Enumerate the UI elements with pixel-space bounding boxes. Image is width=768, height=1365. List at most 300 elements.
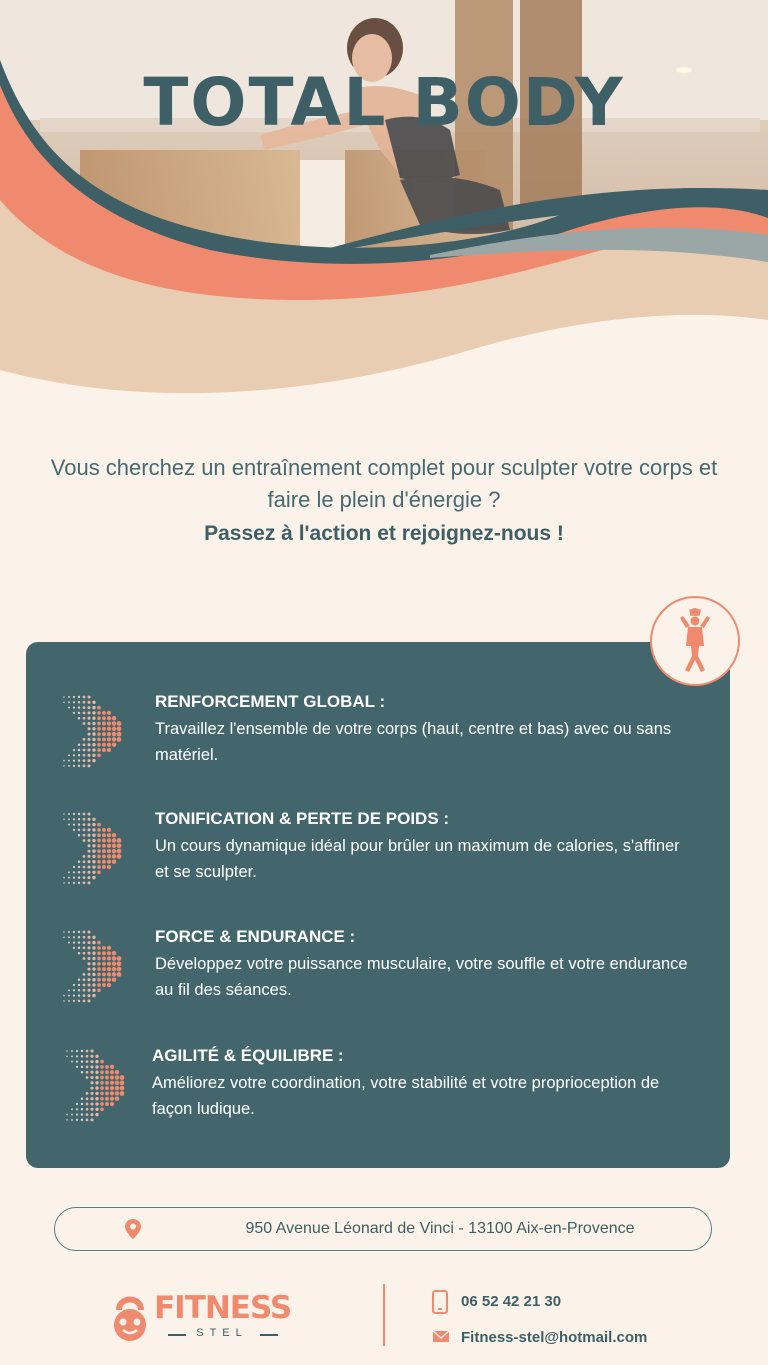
chevron-dot bbox=[97, 727, 101, 731]
chevron-dot bbox=[95, 1086, 98, 1089]
chevron-dot bbox=[63, 1000, 65, 1002]
chevron-dot bbox=[102, 957, 106, 961]
chevron-dot bbox=[63, 765, 65, 767]
chevron-dot bbox=[78, 823, 80, 825]
chevron-dot bbox=[78, 834, 80, 836]
chevron-dot bbox=[87, 828, 90, 831]
chevron-dot bbox=[87, 968, 90, 971]
chevron-dot bbox=[71, 1119, 73, 1121]
brand-logo bbox=[110, 1290, 290, 1346]
chevron-dot bbox=[78, 743, 80, 745]
chevron-dot bbox=[112, 859, 117, 864]
chevron-dot bbox=[78, 984, 80, 986]
chevron-dot bbox=[90, 1071, 93, 1074]
chevron-dot bbox=[105, 1065, 109, 1069]
chevron-dot bbox=[87, 983, 90, 986]
chevron-dot bbox=[87, 881, 90, 884]
chevron-dot bbox=[110, 1075, 114, 1079]
chevron-dot bbox=[83, 743, 86, 746]
chevron-dot bbox=[107, 716, 111, 720]
chevron-dot bbox=[73, 707, 75, 709]
chevron-dot bbox=[68, 707, 70, 709]
envelope-icon bbox=[432, 1329, 450, 1345]
chevron-dot bbox=[112, 962, 117, 967]
chevron-dot bbox=[87, 973, 90, 976]
chevron-dot bbox=[95, 1097, 98, 1100]
chevron-dot bbox=[92, 754, 95, 757]
chevron-dot bbox=[102, 946, 106, 950]
chevron-dot bbox=[76, 1119, 78, 1121]
chevron-dot bbox=[95, 1065, 98, 1068]
chevron-dot bbox=[117, 967, 122, 972]
chevron-dot bbox=[92, 989, 95, 992]
feature-title: RENFORCEMENT GLOBAL : bbox=[155, 692, 386, 711]
feature-description: Améliorez votre coordination, votre stabilité et votre proprioception de façon ludique. bbox=[152, 1074, 660, 1118]
chevron-dot bbox=[92, 967, 95, 970]
chevron-dot bbox=[87, 818, 90, 821]
chevron-dot bbox=[115, 1075, 120, 1080]
chevron-dot bbox=[87, 946, 90, 949]
chevron-dot bbox=[102, 839, 106, 843]
chevron-dot bbox=[107, 983, 111, 987]
chevron-dot bbox=[66, 1050, 68, 1052]
chevron-dot bbox=[90, 1055, 93, 1058]
chevron-dot bbox=[71, 1061, 73, 1063]
chevron-dot bbox=[97, 951, 101, 955]
chevron-dot bbox=[73, 989, 75, 991]
chevron-dot bbox=[115, 1096, 120, 1101]
chevron-dot bbox=[100, 1070, 104, 1074]
chevron-dot bbox=[92, 706, 95, 709]
feature-title: AGILITÉ & ÉQUILIBRE : bbox=[152, 1046, 344, 1065]
chevron-dot bbox=[76, 1114, 78, 1116]
intro-text: Vous cherchez un entraînement complet pour sculpter votre corps et faire le plein d'énergie ? bbox=[50, 455, 718, 512]
chevron-dot bbox=[95, 1071, 98, 1074]
chevron-dot bbox=[92, 855, 95, 858]
chevron-dot bbox=[87, 759, 90, 762]
chevron-dot bbox=[87, 952, 90, 955]
chevron-dot bbox=[87, 834, 90, 837]
chevron-dot bbox=[83, 706, 86, 709]
chevron-dot bbox=[97, 946, 101, 950]
chevron-dot bbox=[102, 711, 106, 715]
feature-item bbox=[26, 809, 730, 899]
chevron-dot bbox=[83, 818, 86, 821]
chevron-dot bbox=[102, 972, 106, 976]
chevron-dot bbox=[76, 1050, 78, 1052]
chevron-dot bbox=[86, 1066, 89, 1069]
chevron-dot bbox=[92, 849, 95, 852]
chevron-dot bbox=[78, 706, 80, 708]
chevron-dot bbox=[68, 765, 70, 767]
chevron-dot bbox=[90, 1087, 93, 1090]
chevron-dot bbox=[71, 1055, 73, 1057]
chevron-dot bbox=[107, 748, 111, 752]
chevron-dot bbox=[95, 1113, 98, 1116]
chevron-dot bbox=[90, 1097, 93, 1100]
chevron-dot bbox=[107, 732, 111, 736]
chevron-dot bbox=[117, 838, 122, 843]
chevron-dot bbox=[87, 941, 90, 944]
chevron-dot bbox=[90, 1076, 93, 1079]
chevron-dot bbox=[87, 978, 90, 981]
chevron-dot bbox=[92, 823, 95, 826]
chevron-dot bbox=[83, 829, 86, 832]
chevron-dot bbox=[110, 1081, 114, 1085]
chevron-dot bbox=[92, 936, 95, 939]
kettlebell-badge bbox=[650, 596, 740, 686]
chevron-dot bbox=[73, 813, 75, 815]
chevron-dot bbox=[87, 711, 90, 714]
chevron-dot bbox=[112, 727, 117, 732]
kettlebell-athlete-icon bbox=[652, 598, 738, 684]
chevron-dot bbox=[110, 1097, 114, 1101]
chevron-dot bbox=[83, 717, 86, 720]
chevron-dot bbox=[73, 765, 75, 767]
hero-banner bbox=[0, 0, 768, 420]
chevron-dot bbox=[81, 1108, 83, 1110]
chevron-dot bbox=[92, 818, 95, 821]
chevron-dot bbox=[97, 941, 101, 945]
chevron-dot bbox=[87, 754, 90, 757]
chevron-dot bbox=[73, 995, 75, 997]
chevron-dot bbox=[87, 733, 90, 736]
chevron-dot bbox=[83, 871, 86, 874]
chevron-dot bbox=[78, 717, 80, 719]
chevron-dot bbox=[92, 717, 95, 720]
chevron-dot bbox=[81, 1050, 83, 1052]
chevron-dot bbox=[71, 1050, 73, 1052]
chevron-dot bbox=[83, 855, 86, 858]
chevron-dot bbox=[92, 738, 95, 741]
chevron-dot bbox=[97, 823, 101, 827]
chevron-dot bbox=[97, 716, 101, 720]
chevron-dot bbox=[112, 977, 117, 982]
feature-description: Travaillez l'ensemble de votre corps (haut, centre et bas) avec ou sans matériel. bbox=[155, 720, 672, 764]
chevron-dot bbox=[97, 855, 101, 859]
chevron-dot bbox=[73, 936, 75, 938]
chevron-dot bbox=[117, 726, 122, 731]
chevron-dot bbox=[105, 1091, 109, 1095]
chevron-dot bbox=[87, 717, 90, 720]
dotted-chevron-icon bbox=[60, 929, 124, 1005]
chevron-dot bbox=[78, 818, 80, 820]
chevron-dot bbox=[105, 1086, 109, 1090]
chevron-dot bbox=[95, 1102, 98, 1105]
chevron-dot bbox=[117, 843, 122, 848]
chevron-dot bbox=[83, 989, 86, 992]
chevron-dot bbox=[87, 764, 90, 767]
chevron-dot bbox=[78, 876, 80, 878]
brand-subtitle: STEL bbox=[196, 1327, 248, 1339]
chevron-dot bbox=[112, 732, 117, 737]
chevron-dot bbox=[107, 727, 111, 731]
chevron-dot bbox=[63, 937, 65, 939]
chevron-dot bbox=[110, 1091, 114, 1095]
chevron-dot bbox=[105, 1076, 109, 1080]
chevron-dot bbox=[100, 1092, 104, 1096]
chevron-dot bbox=[117, 972, 122, 977]
chevron-dot bbox=[92, 828, 95, 831]
chevron-dot bbox=[63, 931, 65, 933]
chevron-dot bbox=[87, 994, 90, 997]
chevron-dot bbox=[102, 828, 106, 832]
chevron-dot bbox=[83, 947, 86, 950]
chevron-dot bbox=[107, 844, 111, 848]
chevron-dot bbox=[68, 818, 70, 820]
chevron-dot bbox=[73, 871, 75, 873]
chevron-dot bbox=[71, 1108, 73, 1110]
chevron-dot bbox=[68, 824, 70, 826]
chevron-dot bbox=[112, 737, 117, 742]
chevron-dot bbox=[73, 931, 75, 933]
chevron-dot bbox=[83, 839, 86, 842]
chevron-dot bbox=[76, 1055, 78, 1057]
chevron-dot bbox=[110, 1065, 114, 1069]
chevron-dot bbox=[83, 749, 86, 752]
chevron-dot bbox=[86, 1097, 89, 1100]
chevron-dot bbox=[73, 818, 75, 820]
chevron-dot bbox=[68, 931, 70, 933]
chevron-dot bbox=[73, 824, 75, 826]
chevron-dot bbox=[86, 1060, 89, 1063]
chevron-dot bbox=[83, 994, 86, 997]
chevron-dot bbox=[63, 760, 65, 762]
chevron-dot bbox=[83, 952, 86, 955]
chevron-dot bbox=[87, 865, 90, 868]
chevron-dot bbox=[97, 711, 101, 715]
chevron-dot bbox=[92, 722, 95, 725]
chevron-dot bbox=[92, 860, 95, 863]
chevron-dot bbox=[68, 1000, 70, 1002]
chevron-dot bbox=[87, 695, 90, 698]
chevron-dot bbox=[115, 1091, 120, 1096]
chevron-dot bbox=[63, 696, 65, 698]
chevron-dot bbox=[87, 962, 90, 965]
chevron-dot bbox=[107, 743, 111, 747]
chevron-dot bbox=[87, 839, 90, 842]
chevron-dot bbox=[105, 1097, 109, 1101]
chevron-dot bbox=[100, 1102, 104, 1106]
chevron-dot bbox=[102, 833, 106, 837]
chevron-dot bbox=[112, 742, 117, 747]
chevron-dot bbox=[81, 1113, 83, 1115]
chevron-dot bbox=[110, 1102, 114, 1106]
chevron-dot bbox=[107, 838, 111, 842]
chevron-dot bbox=[83, 738, 86, 741]
chevron-dot bbox=[102, 849, 106, 853]
chevron-dot bbox=[102, 983, 106, 987]
chevron-dot bbox=[105, 1070, 109, 1074]
chevron-dot bbox=[90, 1113, 93, 1116]
chevron-dot bbox=[97, 849, 101, 853]
chevron-dot bbox=[73, 866, 75, 868]
chevron-dot bbox=[68, 813, 70, 815]
chevron-dot bbox=[102, 748, 106, 752]
chevron-dot bbox=[97, 748, 101, 752]
chevron-dot bbox=[95, 1092, 98, 1095]
chevron-dot bbox=[90, 1049, 93, 1052]
chevron-dot bbox=[78, 882, 80, 884]
chevron-dot bbox=[73, 712, 75, 714]
chevron-dot bbox=[117, 732, 122, 737]
chevron-dot bbox=[105, 1081, 109, 1085]
chevron-dot bbox=[92, 732, 95, 735]
chevron-dot bbox=[63, 819, 65, 821]
chevron-dot bbox=[83, 978, 86, 981]
chevron-dot bbox=[112, 721, 117, 726]
chevron-dot bbox=[97, 983, 101, 987]
address-bar bbox=[54, 1207, 712, 1251]
chevron-dot bbox=[83, 936, 86, 939]
chevron-dot bbox=[68, 696, 70, 698]
chevron-dot bbox=[90, 1092, 93, 1095]
chevron-dot bbox=[107, 962, 111, 966]
chevron-dot bbox=[87, 844, 90, 847]
kettlebell-icon bbox=[110, 1292, 150, 1342]
chevron-dot bbox=[78, 829, 80, 831]
chevron-dot bbox=[110, 1086, 114, 1090]
chevron-dot bbox=[78, 860, 80, 862]
chevron-dot bbox=[90, 1108, 93, 1111]
chevron-dot bbox=[92, 743, 95, 746]
chevron-dot bbox=[68, 754, 70, 756]
chevron-dot bbox=[115, 1070, 120, 1075]
chevron-dot bbox=[78, 1000, 80, 1002]
chevron-dot bbox=[87, 706, 90, 709]
feature-item bbox=[26, 692, 730, 782]
chevron-dot bbox=[83, 882, 86, 885]
chevron-dot bbox=[92, 962, 95, 965]
chevron-dot bbox=[102, 978, 106, 982]
chevron-dot bbox=[76, 1103, 78, 1105]
chevron-dot bbox=[120, 1091, 125, 1096]
chevron-dot bbox=[92, 983, 95, 986]
chevron-dot bbox=[97, 738, 101, 742]
chevron-dot bbox=[92, 839, 95, 842]
chevron-dot bbox=[78, 994, 80, 996]
chevron-dot bbox=[66, 1114, 68, 1116]
chevron-dot bbox=[112, 956, 117, 961]
chevron-dot bbox=[83, 984, 86, 987]
phone-number: 06 52 42 21 30 bbox=[461, 1293, 562, 1310]
chevron-dot bbox=[87, 812, 90, 815]
chevron-dot bbox=[100, 1081, 104, 1085]
chevron-dot bbox=[83, 941, 86, 944]
chevron-dot bbox=[117, 956, 122, 961]
chevron-dot bbox=[120, 1080, 125, 1085]
chevron-dot bbox=[100, 1076, 104, 1080]
chevron-dot bbox=[68, 877, 70, 879]
chevron-dot bbox=[102, 737, 106, 741]
chevron-dot bbox=[102, 967, 106, 971]
logo-rule-right bbox=[260, 1334, 278, 1336]
chevron-dot bbox=[78, 871, 80, 873]
chevron-dot bbox=[117, 961, 122, 966]
chevron-dot bbox=[81, 1055, 83, 1057]
chevron-dot bbox=[92, 711, 95, 714]
chevron-dot bbox=[107, 849, 111, 853]
chevron-dot bbox=[81, 1097, 83, 1099]
chevron-dot bbox=[102, 722, 106, 726]
chevron-dot bbox=[102, 962, 106, 966]
chevron-dot bbox=[86, 1103, 89, 1106]
chevron-dot bbox=[107, 860, 111, 864]
chevron-dot bbox=[90, 1081, 93, 1084]
chevron-dot bbox=[83, 866, 86, 869]
chevron-dot bbox=[112, 951, 117, 956]
chevron-dot bbox=[97, 957, 101, 961]
chevron-dot bbox=[83, 813, 86, 816]
chevron-dot bbox=[102, 865, 106, 869]
chevron-dot bbox=[86, 1092, 89, 1095]
chevron-dot bbox=[83, 973, 86, 976]
chevron-dot bbox=[92, 871, 95, 874]
chevron-dot bbox=[87, 860, 90, 863]
chevron-dot bbox=[83, 701, 86, 704]
chevron-dot bbox=[107, 833, 111, 837]
chevron-dot bbox=[97, 870, 101, 874]
chevron-dot bbox=[97, 706, 101, 710]
chevron-dot bbox=[83, 759, 86, 762]
chevron-dot bbox=[78, 978, 80, 980]
chevron-dot bbox=[86, 1050, 89, 1053]
chevron-dot bbox=[63, 877, 65, 879]
chevron-dot bbox=[97, 743, 101, 747]
chevron-dot bbox=[107, 828, 111, 832]
chevron-dot bbox=[97, 865, 101, 869]
chevron-dot bbox=[68, 936, 70, 938]
chevron-dot bbox=[66, 1056, 68, 1058]
chevron-dot bbox=[112, 967, 117, 972]
chevron-dot bbox=[105, 1102, 109, 1106]
feature-title: FORCE & ENDURANCE : bbox=[155, 927, 356, 946]
chevron-dot bbox=[112, 849, 117, 854]
chevron-dot bbox=[90, 1065, 93, 1068]
hero-background bbox=[0, 0, 768, 420]
chevron-dot bbox=[76, 1066, 78, 1068]
chevron-dot bbox=[66, 1119, 68, 1121]
chevron-dot bbox=[78, 759, 80, 761]
chevron-dot bbox=[102, 732, 106, 736]
chevron-dot bbox=[87, 727, 90, 730]
chevron-dot bbox=[73, 984, 75, 986]
chevron-dot bbox=[78, 941, 80, 943]
chevron-dot bbox=[97, 833, 101, 837]
chevron-dot bbox=[97, 962, 101, 966]
chevron-dot bbox=[95, 1081, 98, 1084]
chevron-dot bbox=[107, 737, 111, 741]
chevron-dot bbox=[92, 957, 95, 960]
chevron-dot bbox=[78, 696, 80, 698]
chevron-dot bbox=[97, 973, 101, 977]
chevron-dot bbox=[107, 711, 111, 715]
email-address: Fitness-stel@hotmail.com bbox=[461, 1329, 648, 1346]
chevron-dot bbox=[63, 995, 65, 997]
chevron-dot bbox=[92, 941, 95, 944]
chevron-dot bbox=[83, 876, 86, 879]
chevron-dot bbox=[78, 952, 80, 954]
chevron-dot bbox=[78, 989, 80, 991]
chevron-dot bbox=[86, 1076, 89, 1079]
chevron-dot bbox=[63, 813, 65, 815]
chevron-dot bbox=[112, 844, 117, 849]
chevron-dot bbox=[117, 721, 122, 726]
chevron-dot bbox=[107, 951, 111, 955]
chevron-dot bbox=[78, 813, 80, 815]
chevron-dot bbox=[78, 765, 80, 767]
chevron-dot bbox=[107, 956, 111, 960]
